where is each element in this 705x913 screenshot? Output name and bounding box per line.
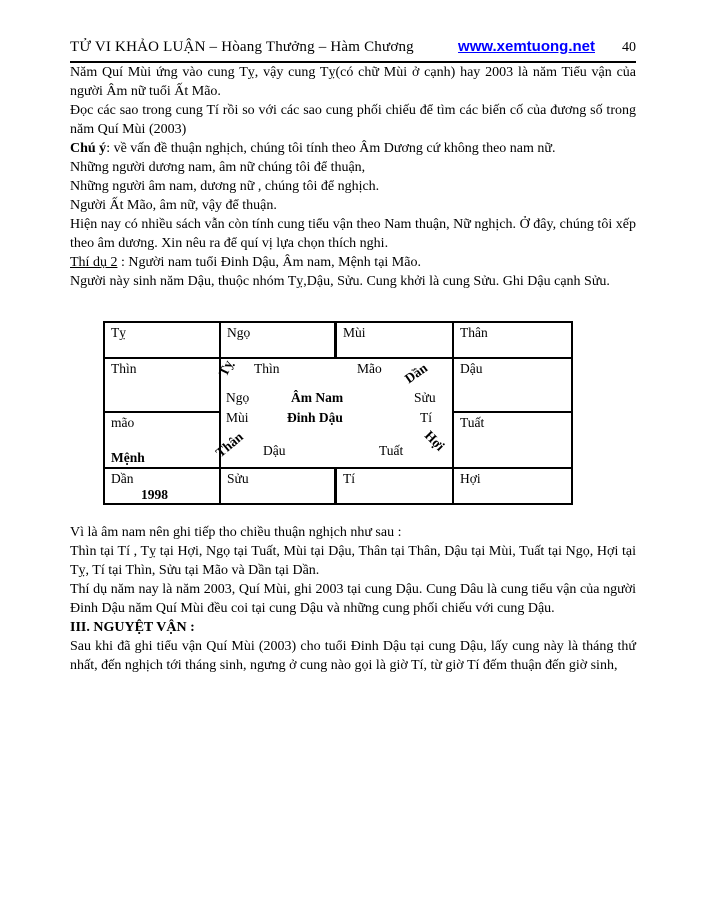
example-text: : Người nam tuổi Đinh Dậu, Âm nam, Mệnh tại Mão. bbox=[117, 255, 421, 270]
page-number: 40 bbox=[622, 40, 636, 55]
cell-label: Ngọ bbox=[227, 325, 251, 340]
center-rot-dan: Dần bbox=[401, 360, 431, 387]
note-text: : về vấn đề thuận nghịch, chúng tôi tính theo Âm Dương cứ không theo nam nữ. bbox=[106, 141, 556, 156]
paragraph-duong-nam: Những người dương nam, âm nữ chúng tôi để thuận, bbox=[70, 160, 366, 175]
chart-cell-suu bbox=[221, 469, 337, 505]
cell-label: Thân bbox=[460, 325, 488, 340]
paragraph-thin-tai: Thìn tại Tí , Tỵ tại Hợi, Ngọ tại Tuất, Mùi tại Dậu, Thân tại Thân, Dậu tại Mùi, Tuất tại Ngọ, Hợi tại Tỵ, Tí tại Thìn, Sửu tại Mão và Dần tại Dần. bbox=[70, 544, 636, 578]
cell-label: mão bbox=[111, 415, 135, 430]
cell-label: Tuất bbox=[460, 415, 485, 430]
note-label: Chú ý bbox=[70, 141, 107, 156]
cell-label: Tỵ bbox=[111, 325, 126, 340]
center-ngo: Ngọ bbox=[226, 390, 250, 405]
chart-cell-hoi bbox=[454, 469, 571, 505]
chart-cell-ngo bbox=[221, 323, 337, 359]
chart-cell-tuat bbox=[454, 413, 571, 469]
center-ti: Tí bbox=[420, 410, 432, 425]
paragraph-hien-nay: Hiện nay có nhiều sách vẫn còn tính cung tiểu vận theo Nam thuận, Nữ nghịch. Ở đây, chúng tôi xếp theo âm dương. Xin nêu ra để quí vị lựa chọn thích nghi. bbox=[70, 217, 636, 251]
center-thin: Thìn bbox=[254, 361, 280, 376]
tuvi-chart bbox=[103, 321, 573, 505]
chart-cell-ty bbox=[105, 323, 221, 359]
center-rot-hoi: Hợi bbox=[421, 427, 448, 454]
center-rot-ty: Tỵ bbox=[215, 357, 236, 379]
cell-label: Dậu bbox=[460, 361, 483, 376]
center-mui: Mùi bbox=[226, 410, 249, 425]
year-label: 1998 bbox=[141, 487, 168, 502]
chart-cell-ti bbox=[337, 469, 454, 505]
chart-cell-mao-menh bbox=[105, 413, 221, 469]
center-dinh-dau: Đinh Dậu bbox=[287, 410, 343, 425]
paragraph-at-mao: Người Ất Mão, âm nữ, vậy để thuận. bbox=[70, 198, 277, 213]
chart-cell-mui bbox=[337, 323, 454, 359]
chart-cell-dau bbox=[454, 359, 571, 413]
center-rot-than: Thân bbox=[212, 428, 246, 461]
paragraph-sau-khi: Sau khi đã ghi tiểu vận Quí Mùi (2003) cho tuổi Đinh Dậu tại cung Dậu, lấy cung này là tháng thứ nhất, đến nghịch tới tháng sinh, ngưng ở cung nào gọi là giờ Tí, từ giờ Tí đếm thuận đến giờ sinh, bbox=[70, 639, 636, 673]
cell-label: Sửu bbox=[227, 471, 249, 486]
paragraph-example bbox=[70, 253, 636, 272]
cell-label: Mùi bbox=[343, 325, 366, 340]
menh-label: Mệnh bbox=[111, 450, 145, 465]
paragraph-vi-la: Vì là âm nam nên ghi tiếp tho chiều thuận nghịch như sau : bbox=[70, 525, 402, 540]
chart-center bbox=[212, 357, 454, 469]
website-link[interactable]: www.xemtuong.net bbox=[458, 38, 595, 55]
example-label: Thí dụ 2 bbox=[70, 255, 118, 270]
chart-cell-dan bbox=[105, 469, 221, 505]
center-am-nam: Âm Nam bbox=[291, 390, 344, 405]
center-mao: Mão bbox=[357, 361, 382, 376]
paragraph-sinh-nam: Người này sinh năm Dậu, thuộc nhóm Tỵ,Dậu, Sửu. Cung khởi là cung Sửu. Ghi Dậu cạnh Sửu. bbox=[70, 274, 610, 289]
center-dau: Dậu bbox=[263, 443, 286, 458]
paragraph-note bbox=[70, 139, 636, 158]
paragraph-tieu-van: Năm Quí Mùi ứng vào cung Tỵ, vậy cung Tỵ(có chữ Mùi ở cạnh) hay 2003 là năm Tiểu vận của người Âm nữ tuổi Ất Mão. bbox=[70, 65, 636, 99]
book-title: TỬ VI KHẢO LUẬN – Hòang Thưởng – Hàm Chương bbox=[70, 39, 414, 55]
cell-label: Thìn bbox=[111, 361, 137, 376]
center-suu: Sửu bbox=[414, 390, 436, 405]
chart-cell-thin bbox=[105, 359, 221, 413]
page-header bbox=[70, 38, 636, 56]
center-tuat: Tuất bbox=[379, 443, 404, 458]
cell-label: Tí bbox=[343, 471, 355, 486]
paragraph-thi-du-nam: Thí dụ năm nay là năm 2003, Quí Mùi, ghi 2003 tại cung Dậu. Cung Dâu là cung tiểu vận của người Đinh Dậu năm Quí Mùi đều coi tại cung Dậu và những cung phối chiếu với cung Dậu. bbox=[70, 582, 636, 616]
cell-label: Hợi bbox=[460, 471, 481, 486]
chart-cell-than bbox=[454, 323, 571, 359]
cell-label: Dần bbox=[111, 471, 134, 486]
paragraph-am-nam: Những người âm nam, dương nữ , chúng tôi để nghịch. bbox=[70, 179, 380, 194]
paragraph-doc-sao: Đọc các sao trong cung Tí rồi so với các sao cung phối chiếu để tìm các biến cố của đương số trong năm Quí Mùi (2003) bbox=[70, 103, 636, 137]
section-heading-nguyet-van: III. NGUYỆT VẬN : bbox=[70, 620, 195, 635]
